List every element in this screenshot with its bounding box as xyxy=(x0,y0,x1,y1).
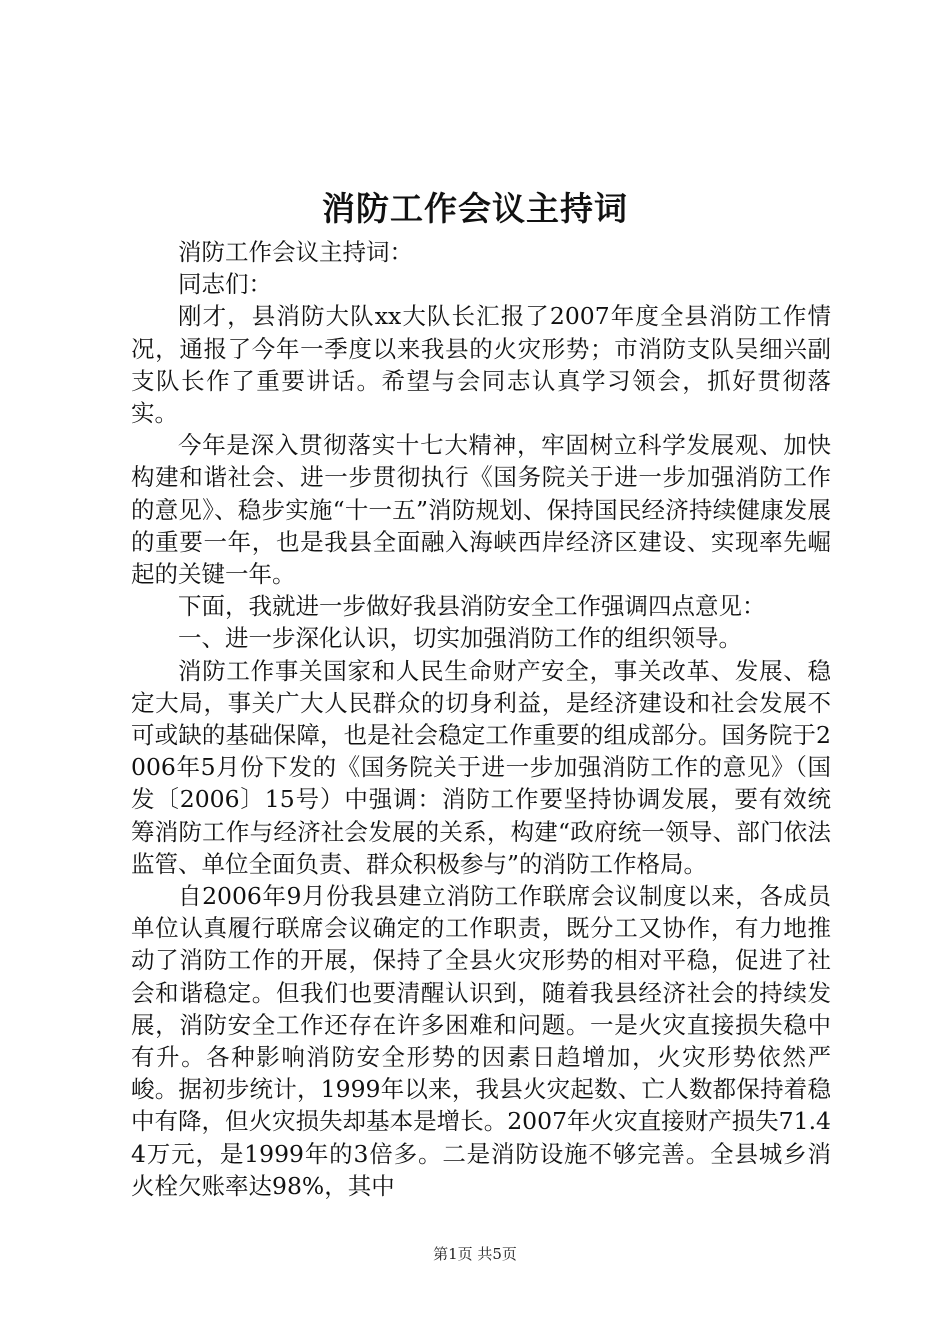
paragraph-report-summary: 刚才，县消防大队xx大队长汇报了2007年度全县消防工作情况，通报了今年一季度以来我县的火灾形势；市消防支队吴细兴副支队长作了重要讲话。希望与会同志认真学习领会，抓好贯彻落实。 xyxy=(131,302,831,428)
page-number-footer: 第1页 共5页 xyxy=(433,1245,517,1263)
paragraph-problems: 自2006年9月份我县建立消防工作联席会议制度以来，各成员单位认真履行联席会议确定的工作职责，既分工又协作，有力地推动了消防工作的开展，保持了全县火灾形势的相对平稳，促进了社会和谐稳定。但我们也要清醒认识到，随着我县经济社会的持续发展，消防安全工作还存在许多困难和问题。一是火灾直接损失稳中有升。各种影响消防安全形势的因素日趋增加，火灾形势依然严峻。据初步统计，1999年以来，我县火灾起数、亡人数都保持着稳中有降，但火灾损失却基本是增长。2007年火灾直接财产损失71.44万元，是1999年的3倍多。二是消防设施不够完善。全县城乡消火栓欠账率达98%，其中 xyxy=(131,882,831,1200)
paragraph-salutation: 同志们： xyxy=(178,270,272,299)
paragraph-intro-points: 下面，我就进一步做好我县消防安全工作强调四点意见： xyxy=(178,592,766,621)
paragraph-salutation-heading: 消防工作会议主持词： xyxy=(178,238,413,266)
paragraph-importance: 消防工作事关国家和人民生命财产安全，事关改革、发展、稳定大局，事关广大人民群众的切身利益，是经济建设和社会发展不可或缺的基础保障，也是社会稳定工作重要的组成部分。国务院于2006年5月份下发的《国务院关于进一步加强消防工作的意见》（国发〔2006〕15号）中强调：消防工作要坚持协调发展，要有效统筹消防工作与经济社会发展的关系，构建“政府统一领导、部门依法监管、单位全面负责、群众积极参与”的消防工作格局。 xyxy=(131,656,831,878)
paragraph-year-context: 今年是深入贯彻落实十七大精神，牢固树立科学发展观、加快构建和谐社会、进一步贯彻执行《国务院关于进一步加强消防工作的意见》、稳步实施“十一五”消防规划、保持国民经济持续健康发展的重要一年，也是我县全面融入海峡西岸经济区建设、实现率先崛起的关键一年。 xyxy=(131,431,831,589)
paragraph-point-one-heading: 一、进一步深化认识，切实加强消防工作的组织领导。 xyxy=(178,624,742,653)
page-title: 消防工作会议主持词 xyxy=(322,189,628,228)
document-body xyxy=(131,236,831,1202)
